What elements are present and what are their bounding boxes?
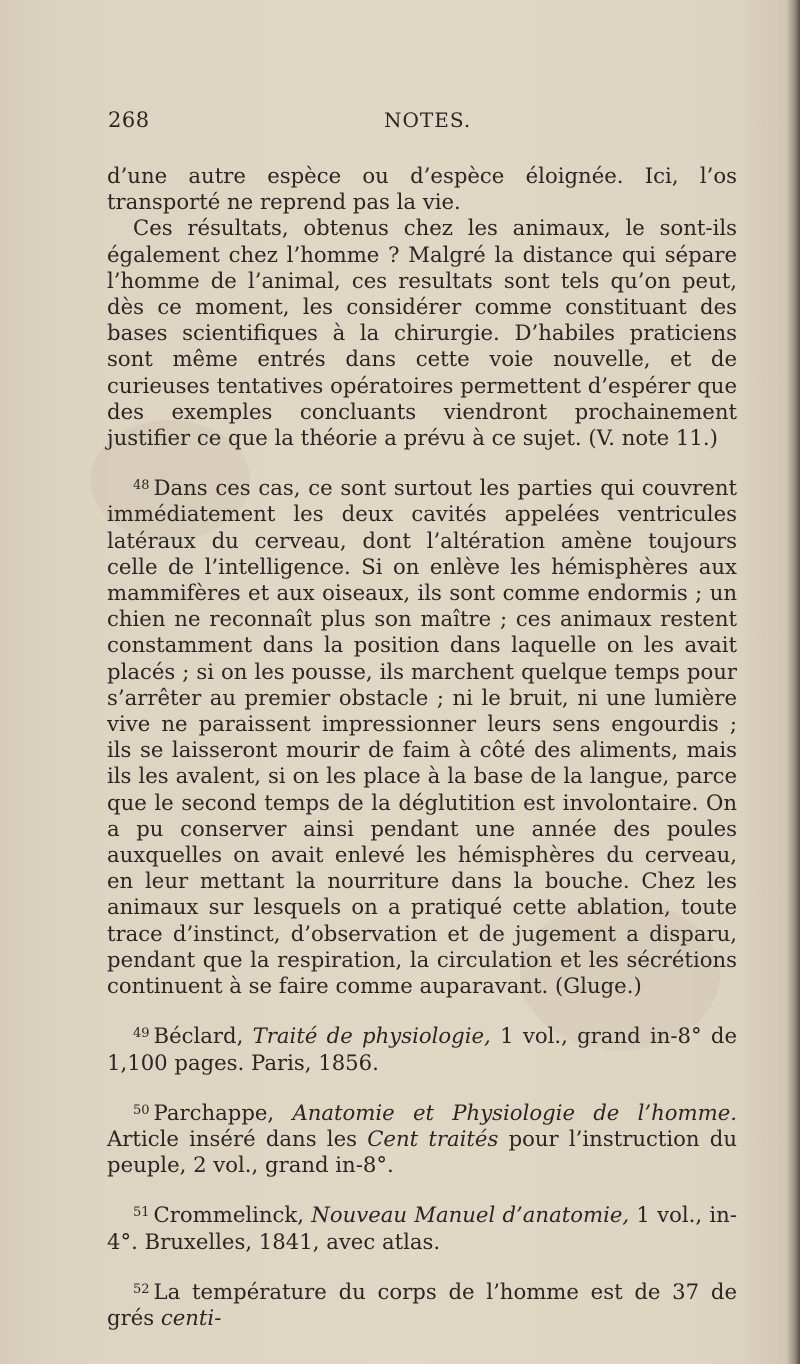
- footnote-title: Traité de physiologie,: [252, 1023, 491, 1049]
- footnote-text: La température du corps de l’homme est de 37 de grés: [107, 1278, 737, 1330]
- footnote-text: 1 vol., grand in-8° de 1,100 pages. Paris, 1856.: [107, 1023, 737, 1075]
- footnote-text: Article inséré dans les: [107, 1125, 357, 1151]
- paragraph: d’une autre espèce ou d’espèce éloignée. Ici, l’os transporté ne reprend pas la vie.: [107, 163, 737, 215]
- footnote-51: [107, 1200, 737, 1254]
- footnote-number: 49: [133, 1026, 150, 1042]
- footnote-text: Dans ces cas, ce sont surtout les parties qui couvrent immédiatement les deux cavités appelées ventricules latéraux du cerveau, dont l’altération amène toujours celle de l’intelligence. Si on enlève les hémisphères aux mammifères et aux oiseaux, ils sont comme endormis ; un chien ne reconnaît plus son maître ; ces animaux restent constamment dans la position dans laquelle on les avait placés ; si on les pousse, ils marchent quelque temps pour s’arrêter au premier obstacle ; ni le bruit, ni une lumière vive ne paraissent impressionner leurs sens engourdis ; ils se laisseront mourir de faim à côté des aliments, mais ils les avalent, si on les place à la base de la langue, parce que le second temps de la déglutition est involontaire. On a pu conserver ainsi pendant une année des poules auxquelles on avait enlevé les hémisphères du cerveau, en leur mettant la nourriture dans la bouche. Chez les animaux sur lesquels on a pratiqué cette ablation, toute trace d’instinct, d’observation et de jugement a disparu, pendant que la respiration, la circulation et les sécrétions continuent à se faire comme auparavant. (Gluge.): [107, 475, 737, 999]
- footnote-number: 50: [133, 1102, 150, 1118]
- footnote-number: 48: [133, 478, 150, 494]
- footnote-author: Béclard,: [153, 1023, 244, 1049]
- footnote-title: centi-: [160, 1304, 222, 1330]
- paragraph: Ces résultats, obtenus chez les animaux, le sont-ils également chez l’homme ? Malgré la distance qui sépare l’homme de l’animal, ces resultats sont tels qu’on peut, dès ce moment, les considérer comme constituant des bases scientifiques à la chirurgie. D’habiles praticiens sont même entrés dans cette voie nouvelle, et de curieuses tentatives opératoires permettent d’espérer que des exemples concluants viendront prochainement justifier ce que la théorie a prévu à ce sujet. (V. note 11.): [107, 215, 737, 451]
- footnote-48: [107, 473, 737, 999]
- footnote-52: [107, 1277, 737, 1331]
- footnote-title: Anatomie et Physiologie de l’homme.: [292, 1099, 737, 1125]
- footnote-text: 1 vol., in-4°. Bruxelles, 1841, avec atlas.: [107, 1202, 737, 1254]
- page-edge-shadow: [786, 0, 800, 1364]
- footnote-author: Parchappe,: [153, 1099, 275, 1125]
- footnote-author: Crommelinck,: [153, 1202, 305, 1228]
- footnote-50: [107, 1098, 737, 1179]
- footnote-number: 52: [133, 1281, 150, 1297]
- page-header: [108, 108, 738, 138]
- footnote-title: Cent traités: [367, 1125, 499, 1151]
- body-text: [107, 163, 737, 1331]
- page-number: 268: [108, 108, 150, 132]
- running-title: NOTES.: [384, 108, 472, 132]
- footnote-title: Nouveau Manuel d’anatomie,: [311, 1202, 630, 1228]
- footnote-49: [107, 1021, 737, 1075]
- footnote-number: 51: [133, 1205, 150, 1221]
- footnote-text: pour l’instruction du peuple, 2 vol., grand in-8°.: [107, 1125, 737, 1178]
